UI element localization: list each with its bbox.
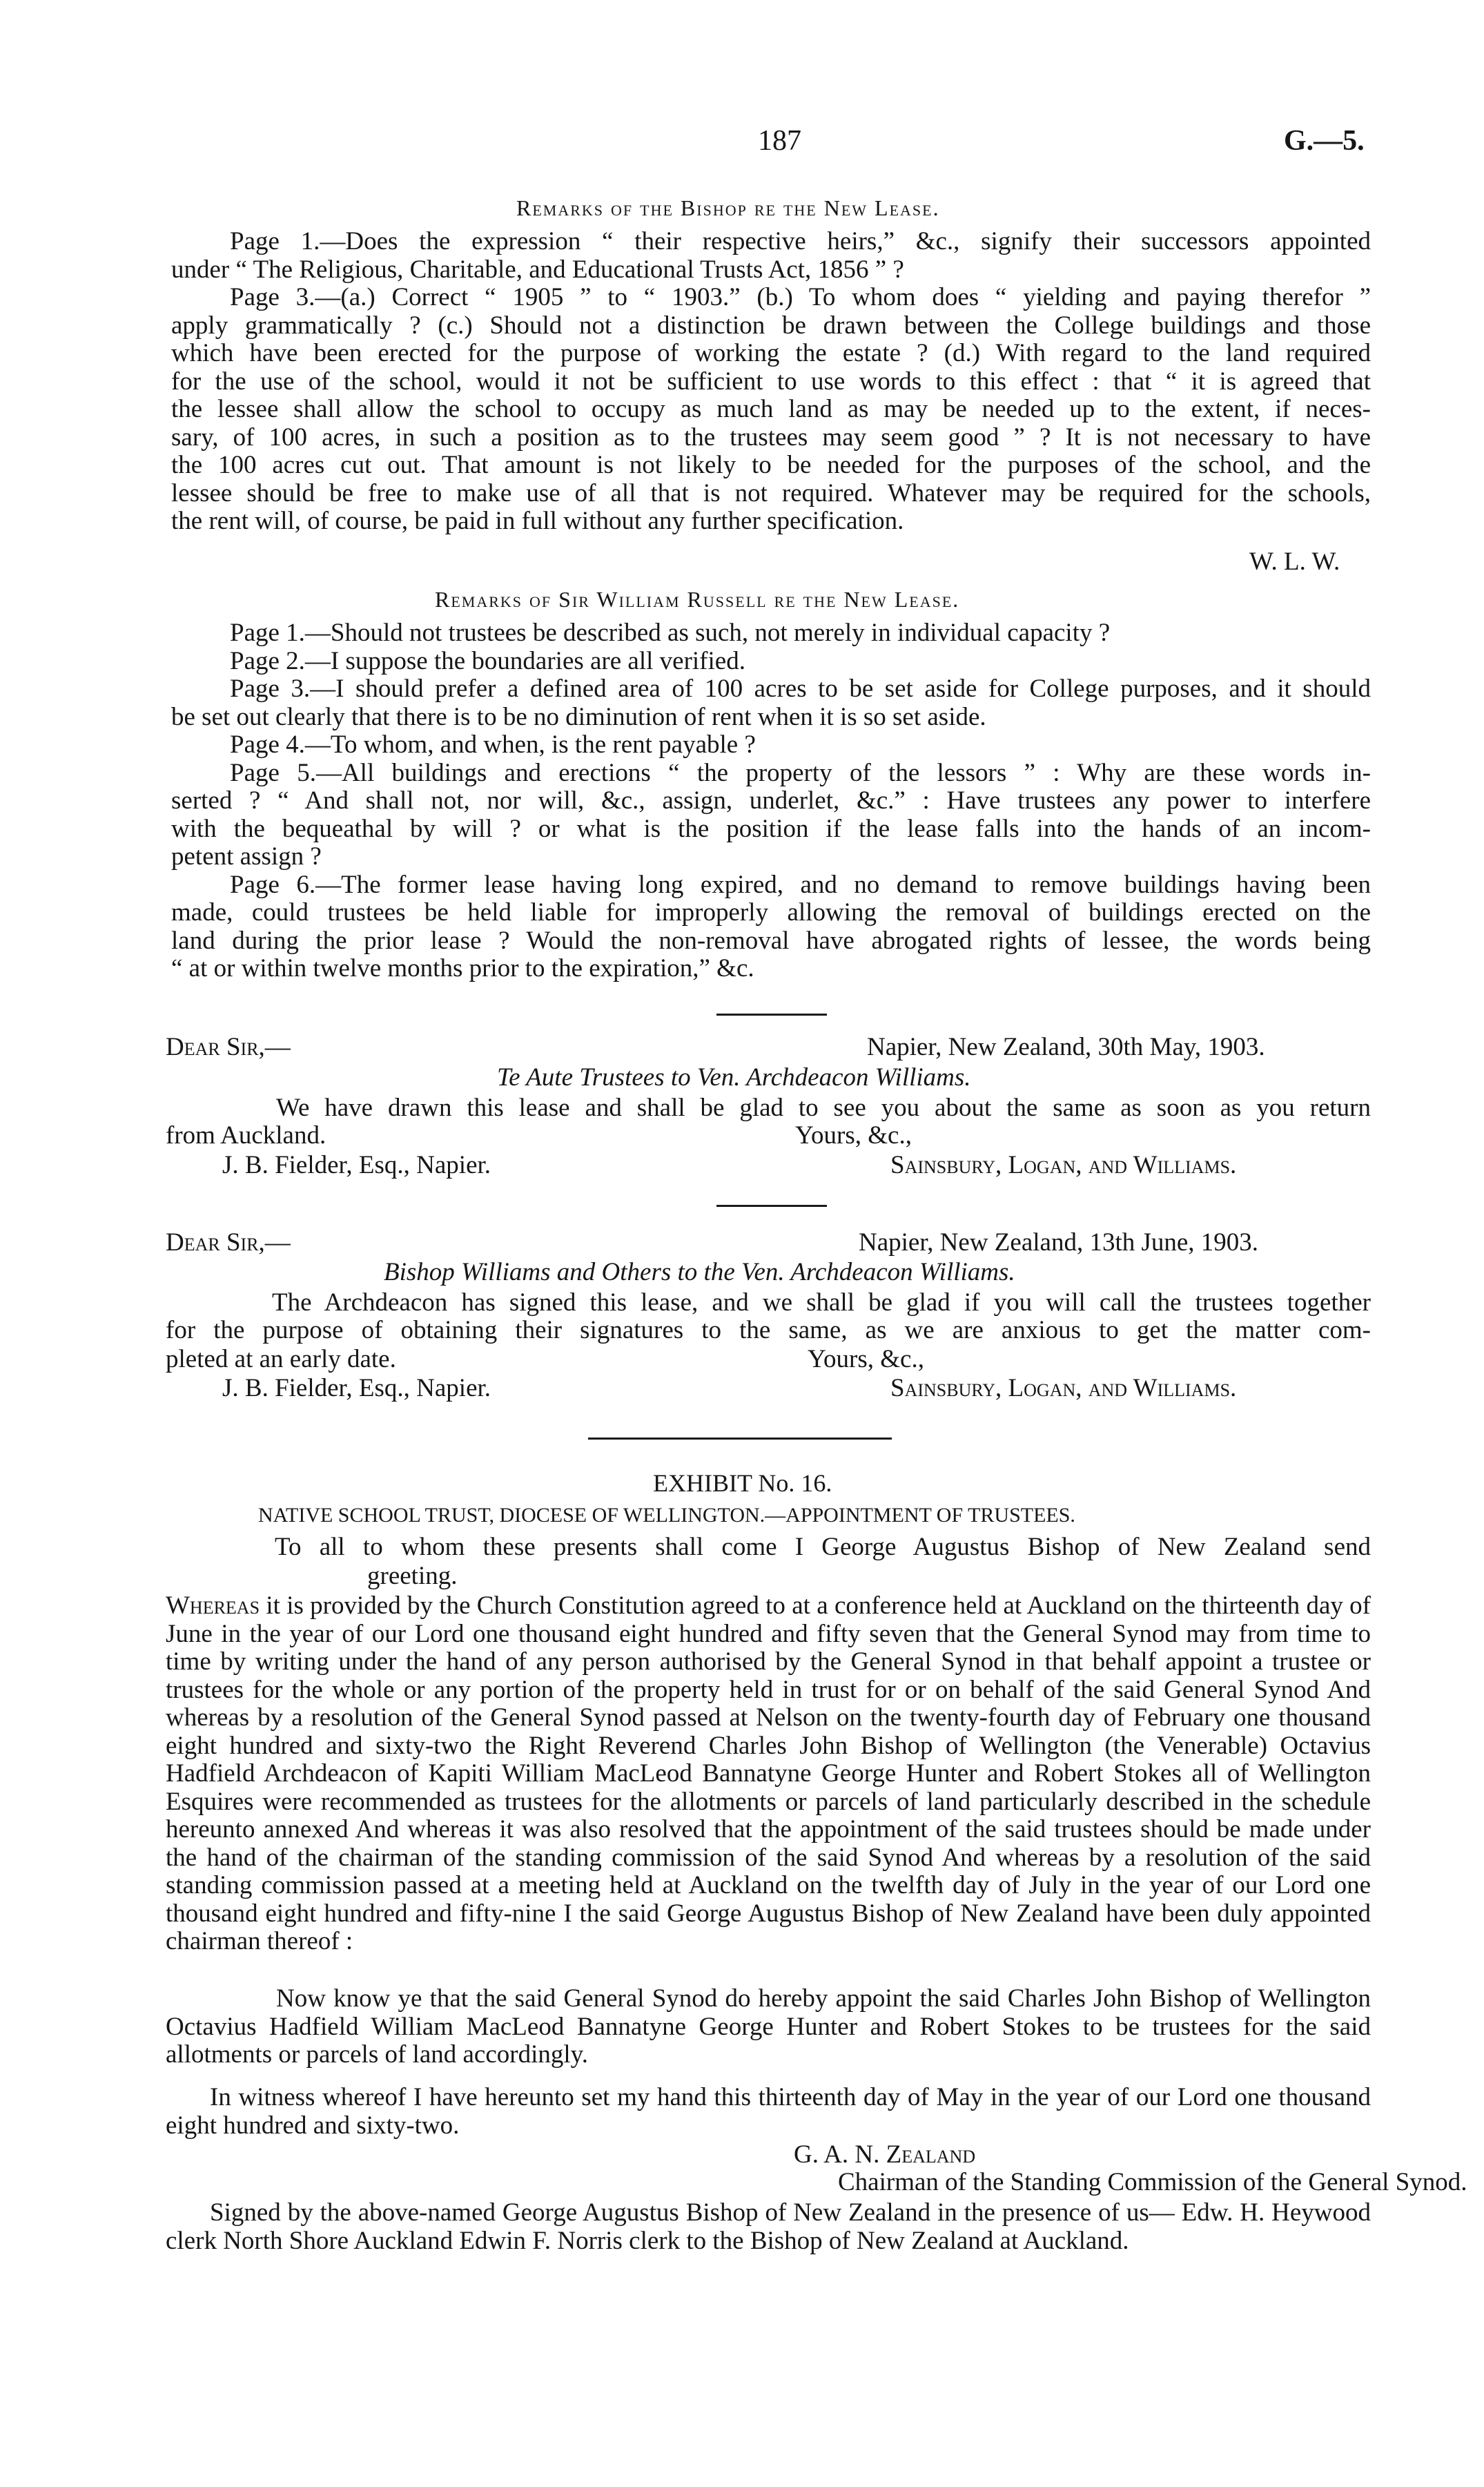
letter2-body: pleted at an early date. [166,1345,396,1373]
text-line: under “ The Religious, Charitable, and Educational Trusts Act, 1856 ” ? [171,255,904,284]
letter2-subject: Bishop Williams and Others to the Ven. Archdeacon Williams. [384,1258,1015,1286]
text-line: sary, of 100 acres, in such a position as to the trustees may seem good ” ? It is not necessary to have [171,423,1371,452]
text-line: the rent will, of course, be paid in full without any further specification. [171,507,904,535]
letter2-place-date: Napier, New Zealand, 13th June, 1903. [859,1228,1259,1257]
text-line: which have been erected for the purpose of working the estate ? (d.) With regard to the land required [171,339,1371,367]
whereas-word: Whereas [166,1591,260,1620]
text-line: “ at or within twelve months prior to the expiration,” &c. [171,954,754,983]
text-line: made, could trustees be held liable for improperly allowing the removal of buildings erected on the [171,898,1371,927]
letter1-body: from Auckland. [166,1121,326,1150]
letter1-salutation: Dear Sir,— [166,1033,291,1061]
text-line: Page 2.—I suppose the boundaries are all verified. [230,646,745,675]
letter1-signatory: Sainsbury, Logan, and Williams. [890,1151,1237,1179]
text-line: Page 3.—I should prefer a defined area of 100 acres to be set aside for College purposes, and it should [230,675,1371,703]
text-line: Page 1.—Should not trustees be described as such, not merely in individual capacity ? [230,619,1111,647]
text-line: lessee should be free to make use of all that is not required. Whatever may be required for the schools, [171,478,1371,507]
text-line: for the use of the school, would it not be sufficient to use words to this effect : that “ it is agreed that [171,367,1371,396]
exhibit-signed-by-paragraph: Signed by the above-named George Augustus Bishop of New Zealand in the presence of us— Edw. H. Heywood clerk North Shore Auckland Edwin F. Norris clerk to the Bishop of New Zealand at Auckland. [166,2198,1371,2255]
text-line: the lessee shall allow the school to occupy as much land as may be needed up to the extent, if neces- [171,395,1371,423]
exhibit-signature: G. A. N. Zealand [794,2140,976,2169]
letter2-salutation: Dear Sir,— [166,1228,291,1257]
exhibit-witness-paragraph: In witness whereof I have hereunto set my hand this thirteenth day of May in the year of our Lord one thousand eight hundred and sixty-two. [166,2083,1371,2140]
exhibit-whereas-paragraph [166,1592,1371,1956]
exhibit-subtitle: NATIVE SCHOOL TRUST, DIOCESE OF WELLINGTON.—APPOINTMENT OF TRUSTEES. [258,1504,1075,1527]
russell-remarks-heading: Remarks of Sir William Russell re the New Lease. [435,587,960,612]
text-line: Page 1.—Does the expression “ their respective heirs,” &c., signify their successors appointed [230,227,1371,255]
page-number: 187 [758,125,801,157]
russell-remarks-text [171,619,1371,983]
divider [588,1438,892,1440]
document-reference: G.—5. [1284,125,1365,157]
divider [716,1205,827,1207]
exhibit-title: EXHIBIT No. 16. [653,1469,832,1497]
text-line: Page 3.—(a.) Correct “ 1905 ” to “ 1903.” (b.) To whom does “ yielding and paying therefor ” [230,283,1371,311]
letter1-place-date: Napier, New Zealand, 30th May, 1903. [867,1033,1265,1061]
text-line: the 100 acres cut out. That amount is not likely to be needed for the purposes of the school, and the [171,451,1371,479]
text-line: serted ? “ And shall not, nor will, &c., assign, underlet, &c.” : Have trustees any power to interfere [171,786,1371,815]
letter1-addressee: J. B. Fielder, Esq., Napier. [222,1151,491,1179]
exhibit-greeting: To all to whom these presents shall come I George Augustus Bishop of New Zealand send [275,1533,1371,1561]
text-line: Page 5.—All buildings and erections “ the property of the lessors ” : Why are these words in- [230,758,1371,787]
text-line: land during the prior lease ? Would the non-removal have abrogated rights of lessee, the words being [171,926,1371,955]
letter1-body: We have drawn this lease and shall be glad to see you about the same as soon as you return [276,1094,1371,1122]
letter1-subject: Te Aute Trustees to Ven. Archdeacon Williams. [497,1063,971,1092]
letter2-closing: Yours, &c., [808,1345,924,1373]
letter2-signatory: Sainsbury, Logan, and Williams. [890,1374,1237,1402]
exhibit-signature-title: Chairman of the Standing Commission of the General Synod. [838,2168,1467,2196]
letter1-closing: Yours, &c., [795,1121,912,1150]
letter2-body: The Archdeacon has signed this lease, and we shall be glad if you will call the trustees together [272,1288,1371,1317]
text-line: apply grammatically ? (c.) Should not a distinction be drawn between the College buildings and those [171,311,1371,340]
bishop-remarks-heading: Remarks of the Bishop re the New Lease. [516,195,940,220]
bishop-signature: W. L. W. [1249,548,1340,576]
bishop-remarks-text [171,228,1371,536]
exhibit-now-know-paragraph: Now know ye that the said General Synod do hereby appoint the said Charles John Bishop of Wellington Octavius Hadfield William MacLeod Bannatyne George Hunter and Robert Stokes to be trustees for the said allotments or parcels of land accordingly. [166,1984,1371,2069]
text-line: be set out clearly that there is to be no diminution of rent when it is so set aside. [171,702,986,731]
divider [716,1014,827,1016]
text-line: petent assign ? [171,842,322,871]
whereas-text: it is provided by the Church Constitution agreed to at a conference held at Auckland on the thirteenth day of June in the year of our Lord one thousand eight hundred and fifty seven that the General Synod may from time to time by writing under the hand of any person authorised by the General Synod in that behalf appoint a trustee or trustees for the whole or any portion of the property held in trust for or on behalf of the said General Synod And whereas by a resolution of the General Synod passed at Nelson on the twenty-fourth day of February one thousand eight hundred and sixty-two the Right Reverend Charles John Bishop of Wellington (the Venerable) Octavius Hadfield Archdeacon of Kapiti William MacLeod Bannatyne George Hunter and Robert Stokes all of Wellington Esquires were recommended as trustees for the allotments or parcels of land particularly described in the schedule hereunto annexed And whereas it was also resolved that the appointment of the said trustees should be made under the hand of the chairman of the standing commission of the said Synod And whereas by a resolution of the said standing commission passed at a meeting held at Auckland on the twelfth day of July in the year of our Lord one thousand eight hundred and fifty-nine I the said George Augustus Bishop of New Zealand have been duly appointed chairman thereof : [166,1591,1371,1955]
letter2-body: for the purpose of obtaining their signatures to the same, as we are anxious to get the matter com- [166,1316,1371,1344]
text-line: with the bequeathal by will ? or what is the position if the lease falls into the hands of an incom- [171,814,1371,843]
exhibit-greeting: greeting. [367,1562,458,1590]
letter2-addressee: J. B. Fielder, Esq., Napier. [222,1374,491,1402]
text-line: Page 6.—The former lease having long expired, and no demand to remove buildings having been [230,870,1371,899]
text-line: Page 4.—To whom, and when, is the rent payable ? [230,730,756,759]
